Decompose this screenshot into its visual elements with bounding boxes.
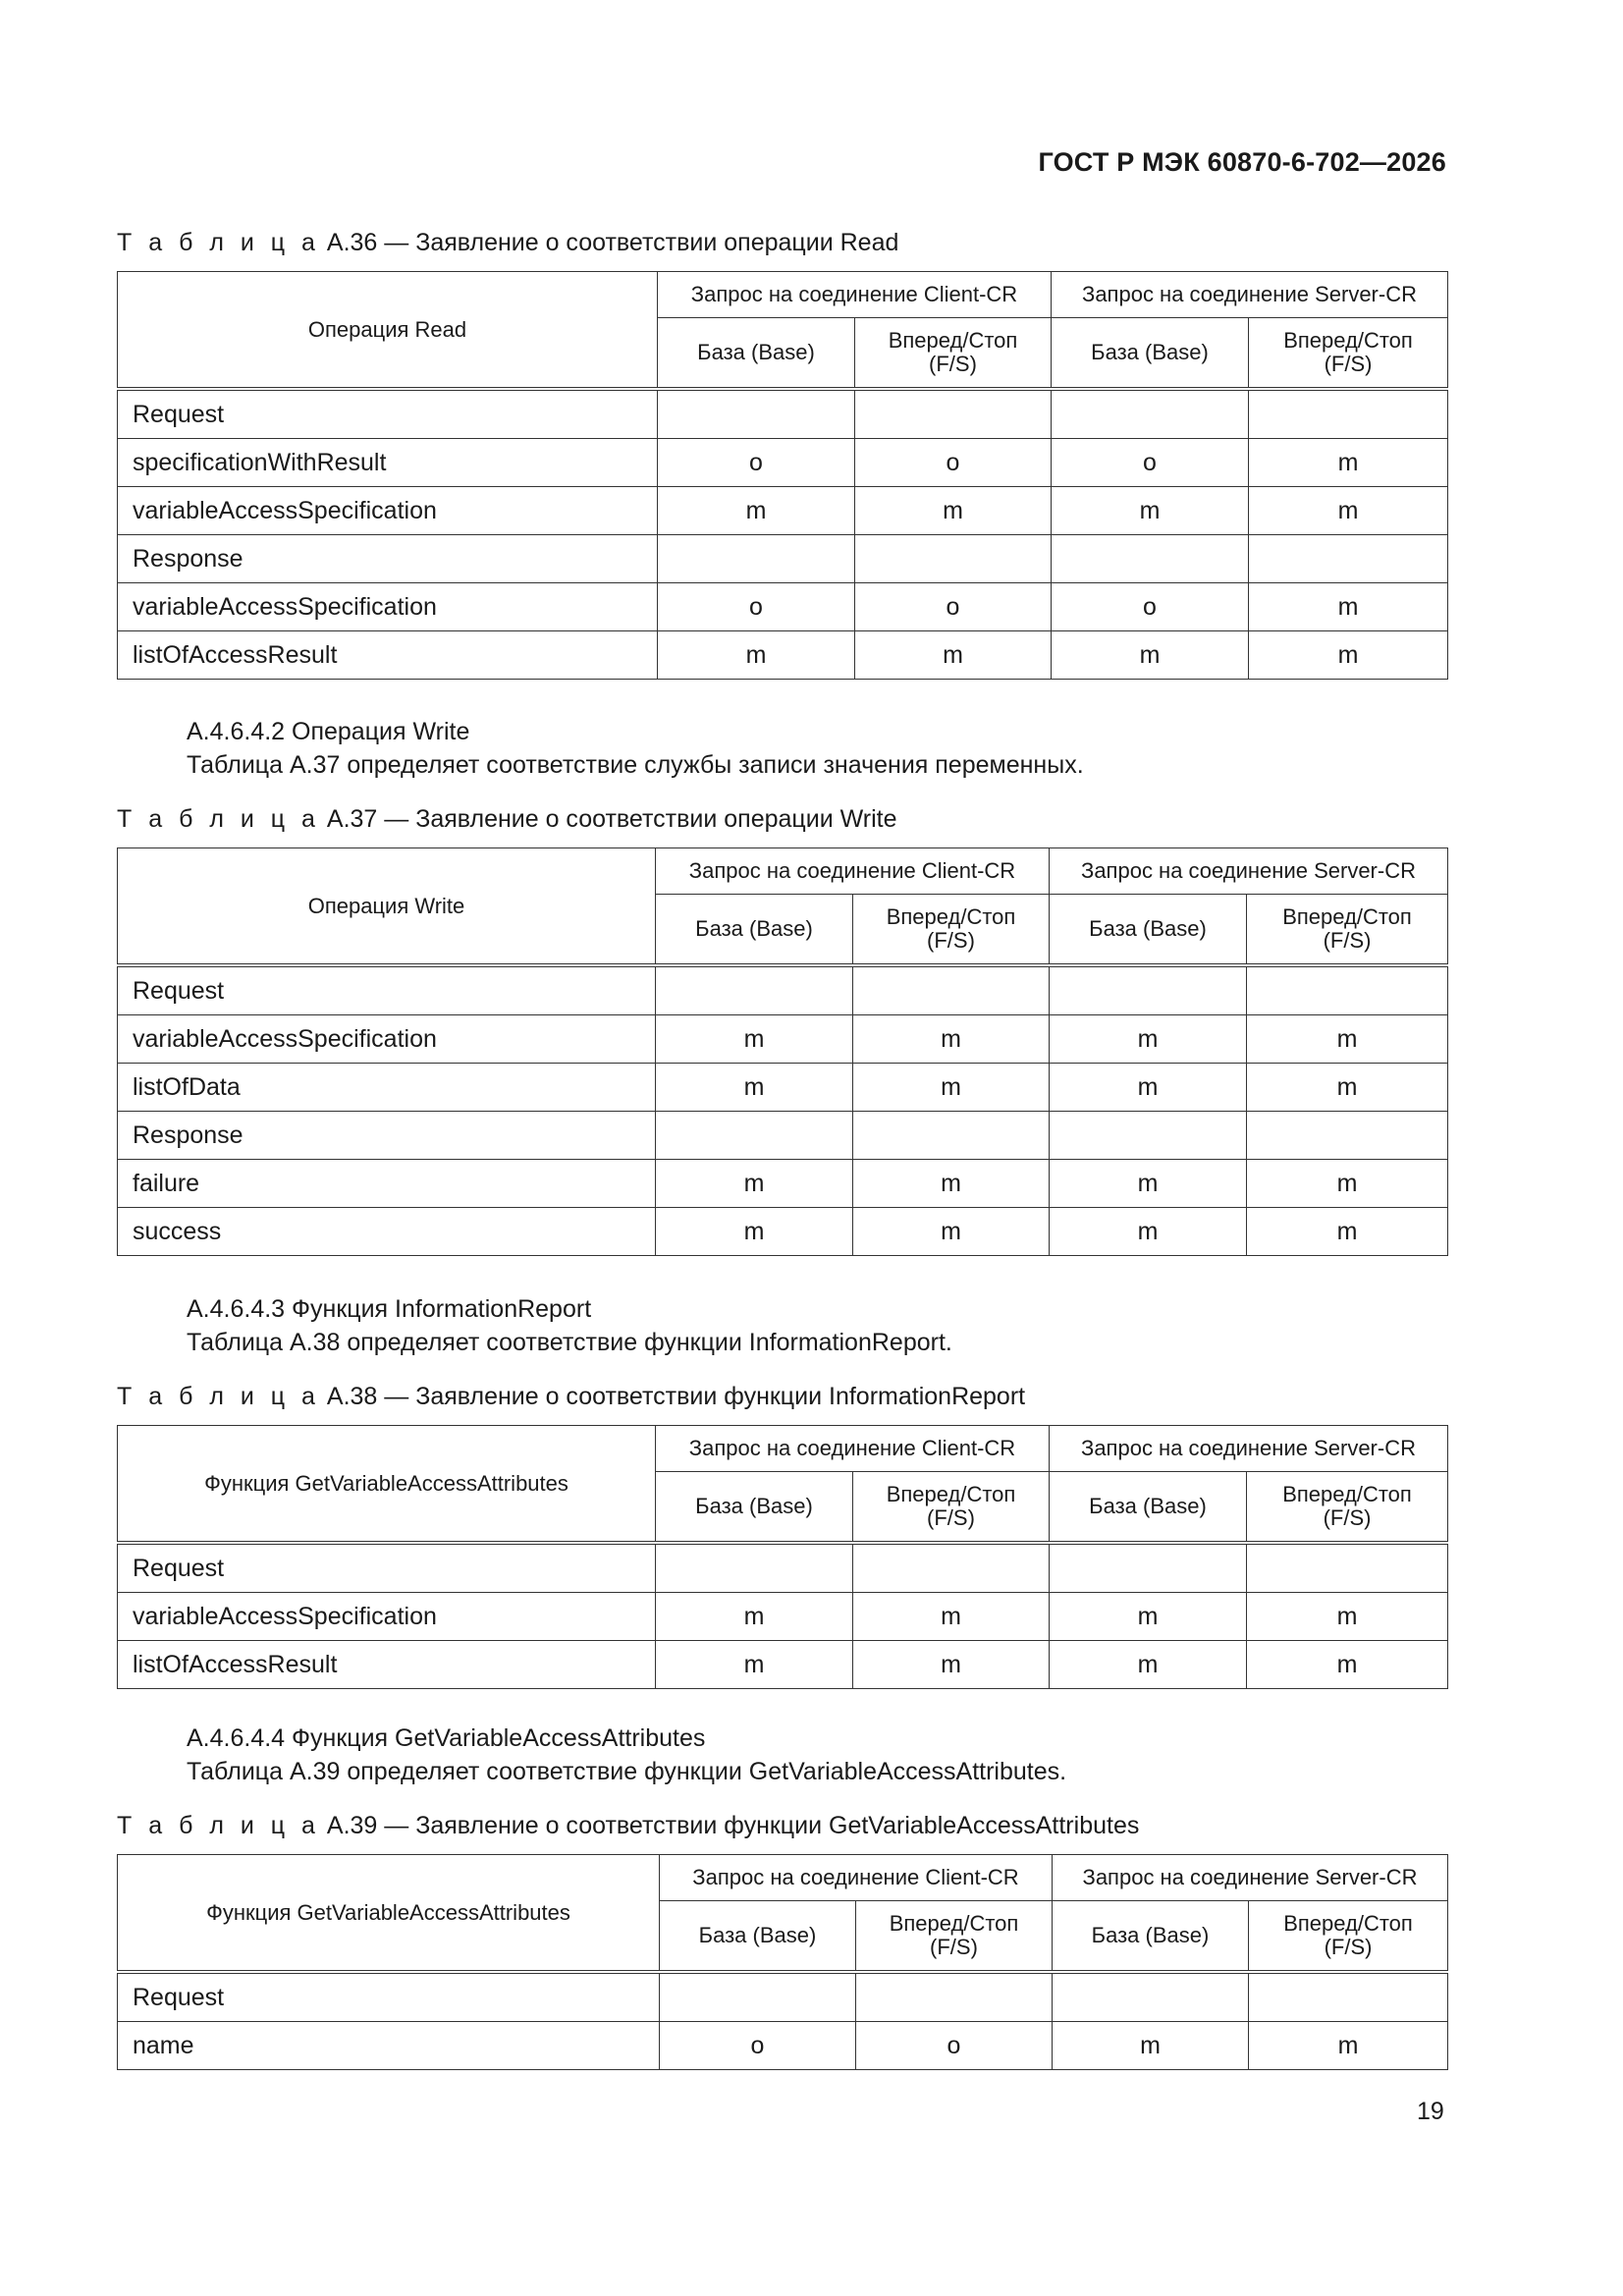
header-fs: Вперед/Стоп (F/S)	[855, 318, 1052, 390]
header-base: База (Base)	[660, 1901, 856, 1973]
caption-text: А.37 — Заявление о соответствии операции Write	[326, 805, 897, 833]
caption-prefix: Т а б л и ц а	[117, 229, 320, 256]
caption-prefix: Т а б л и ц а	[117, 805, 320, 833]
table-row: Request	[118, 389, 1448, 439]
table-row: Response	[118, 1112, 1448, 1160]
table-row: Request	[118, 1972, 1448, 2022]
table-row: listOfAccessResult m m m m	[118, 631, 1448, 680]
section-heading: А.4.6.4.2 Операция Write	[187, 718, 470, 745]
header-base: База (Base)	[1050, 895, 1247, 966]
header-server-cr: Запрос на соединение Server-CR	[1050, 848, 1448, 895]
table-caption	[117, 229, 898, 257]
section-get-variable-access-attributes	[187, 1722, 1066, 1788]
header-operation: Функция GetVariableAccessAttributes	[118, 1855, 660, 1973]
header-base: База (Base)	[1050, 1472, 1247, 1544]
caption-prefix: Т а б л и ц а	[117, 1383, 320, 1410]
header-base: База (Base)	[1053, 1901, 1249, 1973]
table-caption	[117, 1812, 1139, 1840]
caption-text: А.39 — Заявление о соответствии функции GetVariableAccessAttributes	[326, 1812, 1140, 1839]
table-row: variableAccessSpecification o o o m	[118, 583, 1448, 631]
header-fs: Вперед/Стоп (F/S)	[1249, 1901, 1448, 1973]
section-information-report	[187, 1292, 952, 1359]
section-text: Таблица А.39 определяет соответствие функции GetVariableAccessAttributes.	[187, 1758, 1067, 1785]
header-base: База (Base)	[1052, 318, 1249, 390]
header-operation: Функция GetVariableAccessAttributes	[118, 1426, 656, 1544]
header-base: База (Base)	[656, 895, 853, 966]
table-header-row	[118, 1426, 1448, 1472]
header-fs: Вперед/Стоп (F/S)	[1247, 895, 1448, 966]
caption-text: А.38 — Заявление о соответствии функции InformationReport	[326, 1383, 1026, 1410]
section-write	[187, 715, 1084, 782]
table-row: Request	[118, 965, 1448, 1015]
header-client-cr: Запрос на соединение Client-CR	[660, 1855, 1053, 1901]
table-caption	[117, 1383, 1025, 1411]
table-row: failure m m m m	[118, 1160, 1448, 1208]
table-header-row	[118, 848, 1448, 895]
page-number: 19	[1417, 2098, 1444, 2125]
table-row: Response	[118, 535, 1448, 583]
conformance-table-write	[117, 847, 1448, 1256]
section-heading: А.4.6.4.3 Функция InformationReport	[187, 1295, 592, 1323]
conformance-table-information-report	[117, 1425, 1448, 1689]
table-row: variableAccessSpecification m m m m	[118, 1593, 1448, 1641]
header-client-cr: Запрос на соединение Client-CR	[656, 1426, 1050, 1472]
table-row: Request	[118, 1543, 1448, 1593]
header-operation: Операция Read	[118, 272, 658, 390]
header-fs: Вперед/Стоп (F/S)	[853, 895, 1050, 966]
header-base: База (Base)	[658, 318, 855, 390]
header-server-cr: Запрос на соединение Server-CR	[1053, 1855, 1448, 1901]
header-operation: Операция Write	[118, 848, 656, 966]
header-server-cr: Запрос на соединение Server-CR	[1050, 1426, 1448, 1472]
section-text: Таблица А.37 определяет соответствие службы записи значения переменных.	[187, 751, 1084, 779]
section-text: Таблица А.38 определяет соответствие функции InformationReport.	[187, 1329, 952, 1356]
table-header-row	[118, 272, 1448, 318]
conformance-table-get-variable-access-attributes	[117, 1854, 1448, 2070]
caption-prefix: Т а б л и ц а	[117, 1812, 320, 1839]
header-fs: Вперед/Стоп (F/S)	[856, 1901, 1053, 1973]
table-header-row	[118, 1855, 1448, 1901]
header-base: База (Base)	[656, 1472, 853, 1544]
header-client-cr: Запрос на соединение Client-CR	[656, 848, 1050, 895]
table-row: variableAccessSpecification m m m m	[118, 487, 1448, 535]
table-row: success m m m m	[118, 1208, 1448, 1256]
caption-text: А.36 — Заявление о соответствии операции Read	[326, 229, 899, 256]
section-heading: А.4.6.4.4 Функция GetVariableAccessAttributes	[187, 1724, 706, 1752]
header-fs: Вперед/Стоп (F/S)	[1249, 318, 1448, 390]
table-row: listOfData m m m m	[118, 1064, 1448, 1112]
table-row: variableAccessSpecification m m m m	[118, 1015, 1448, 1064]
standard-designation: ГОСТ Р МЭК 60870-6-702—2026	[1038, 147, 1446, 177]
table-row: listOfAccessResult m m m m	[118, 1641, 1448, 1689]
header-fs: Вперед/Стоп (F/S)	[853, 1472, 1050, 1544]
conformance-table-read	[117, 271, 1448, 680]
header-client-cr: Запрос на соединение Client-CR	[658, 272, 1052, 318]
header-fs: Вперед/Стоп (F/S)	[1247, 1472, 1448, 1544]
table-row: name o o m m	[118, 2022, 1448, 2070]
table-row: specificationWithResult o o o m	[118, 439, 1448, 487]
header-server-cr: Запрос на соединение Server-CR	[1052, 272, 1448, 318]
table-caption	[117, 805, 897, 834]
